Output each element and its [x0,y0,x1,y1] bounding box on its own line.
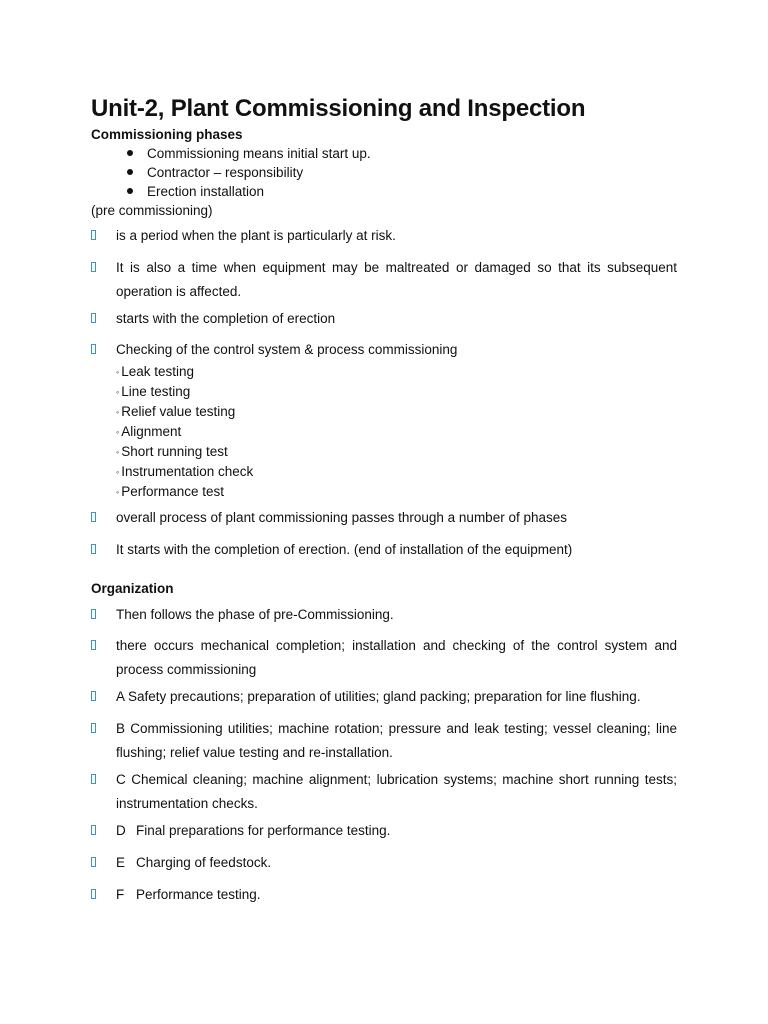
box-bullet-icon [91,262,96,272]
box-bullet-icon [91,609,96,619]
small-circle-icon: ◦ [116,367,120,377]
list-item: It starts with the completion of erection. (end of installation of the equipment) [91,538,677,562]
list-item: Erection installation [127,182,677,201]
list-item: is a period when the plant is particularly at risk. [91,224,677,248]
list-item: Then follows the phase of pre-Commissioning. [91,603,677,627]
box-bullet-icon [91,723,96,733]
list-item: F Performance testing. [91,883,677,907]
page-title: Unit-2, Plant Commissioning and Inspection [91,95,586,122]
item-letter: F [116,887,125,902]
list-item: ◦ Instrumentation check [116,464,254,479]
small-circle-icon: ◦ [116,487,120,497]
list-item: ◦ Relief value testing [116,404,236,419]
box-bullet-icon [91,313,96,323]
section-heading-organization: Organization [91,581,174,596]
box-bullet-icon [91,825,96,835]
small-circle-icon: ◦ [116,387,120,397]
list-item: A Safety precautions; preparation of utilities; gland packing; preparation for line flushing. [91,685,677,709]
list-item: ◦ Alignment [116,424,182,439]
small-circle-icon: ◦ [116,467,120,477]
pre-commissioning-list [91,224,677,362]
list-item: ◦ Line testing [116,384,191,399]
bullet-dot-icon [127,169,133,175]
box-bullet-icon [91,230,96,240]
small-circle-icon: ◦ [116,407,120,417]
box-bullet-icon [91,544,96,554]
list-item: D Final preparations for performance testing. [91,819,677,843]
list-item: ◦ Short running test [116,444,228,459]
list-item: C Chemical cleaning; machine alignment; lubrication systems; machine short running tests; instrumentation checks. [91,768,677,816]
commissioning-process-list [91,506,677,562]
small-circle-icon: ◦ [116,447,120,457]
bullet-dot-icon [127,150,133,156]
list-item: overall process of plant commissioning passes through a number of phases [91,506,677,530]
list-item: there occurs mechanical completion; installation and checking of the control system and process commissioning [91,634,677,682]
box-bullet-icon [91,640,96,650]
list-item: starts with the completion of erection [91,307,677,331]
box-bullet-icon [91,691,96,701]
box-bullet-icon [91,857,96,867]
list-item: Checking of the control system & process commissioning [91,338,677,362]
list-item: It is also a time when equipment may be maltreated or damaged so that its subsequent operation is affected. [91,256,677,304]
list-item: ◦ Performance test [116,484,224,499]
box-bullet-icon [91,774,96,784]
list-item: ◦ Leak testing [116,364,195,379]
list-item: Contractor – responsibility [127,163,677,182]
box-bullet-icon [91,344,96,354]
small-circle-icon: ◦ [116,427,120,437]
commissioning-checks-list [91,362,677,502]
commissioning-bullet-list [91,144,677,201]
box-bullet-icon [91,889,96,899]
list-item: Commissioning means initial start up. [127,144,677,163]
item-letter: D [116,823,126,838]
box-bullet-icon [91,512,96,522]
list-item: B Commissioning utilities; machine rotation; pressure and leak testing; vessel cleaning; line flushing; relief value testing and re-installation. [91,717,677,765]
document-page [91,92,677,907]
bullet-dot-icon [127,188,133,194]
list-item: E Charging of feedstock. [91,851,677,875]
section-heading-commissioning-phases: Commissioning phases [91,127,243,142]
item-letter: E [116,855,126,870]
organization-list [91,603,677,907]
pre-commissioning-note: (pre commissioning) [91,203,213,218]
